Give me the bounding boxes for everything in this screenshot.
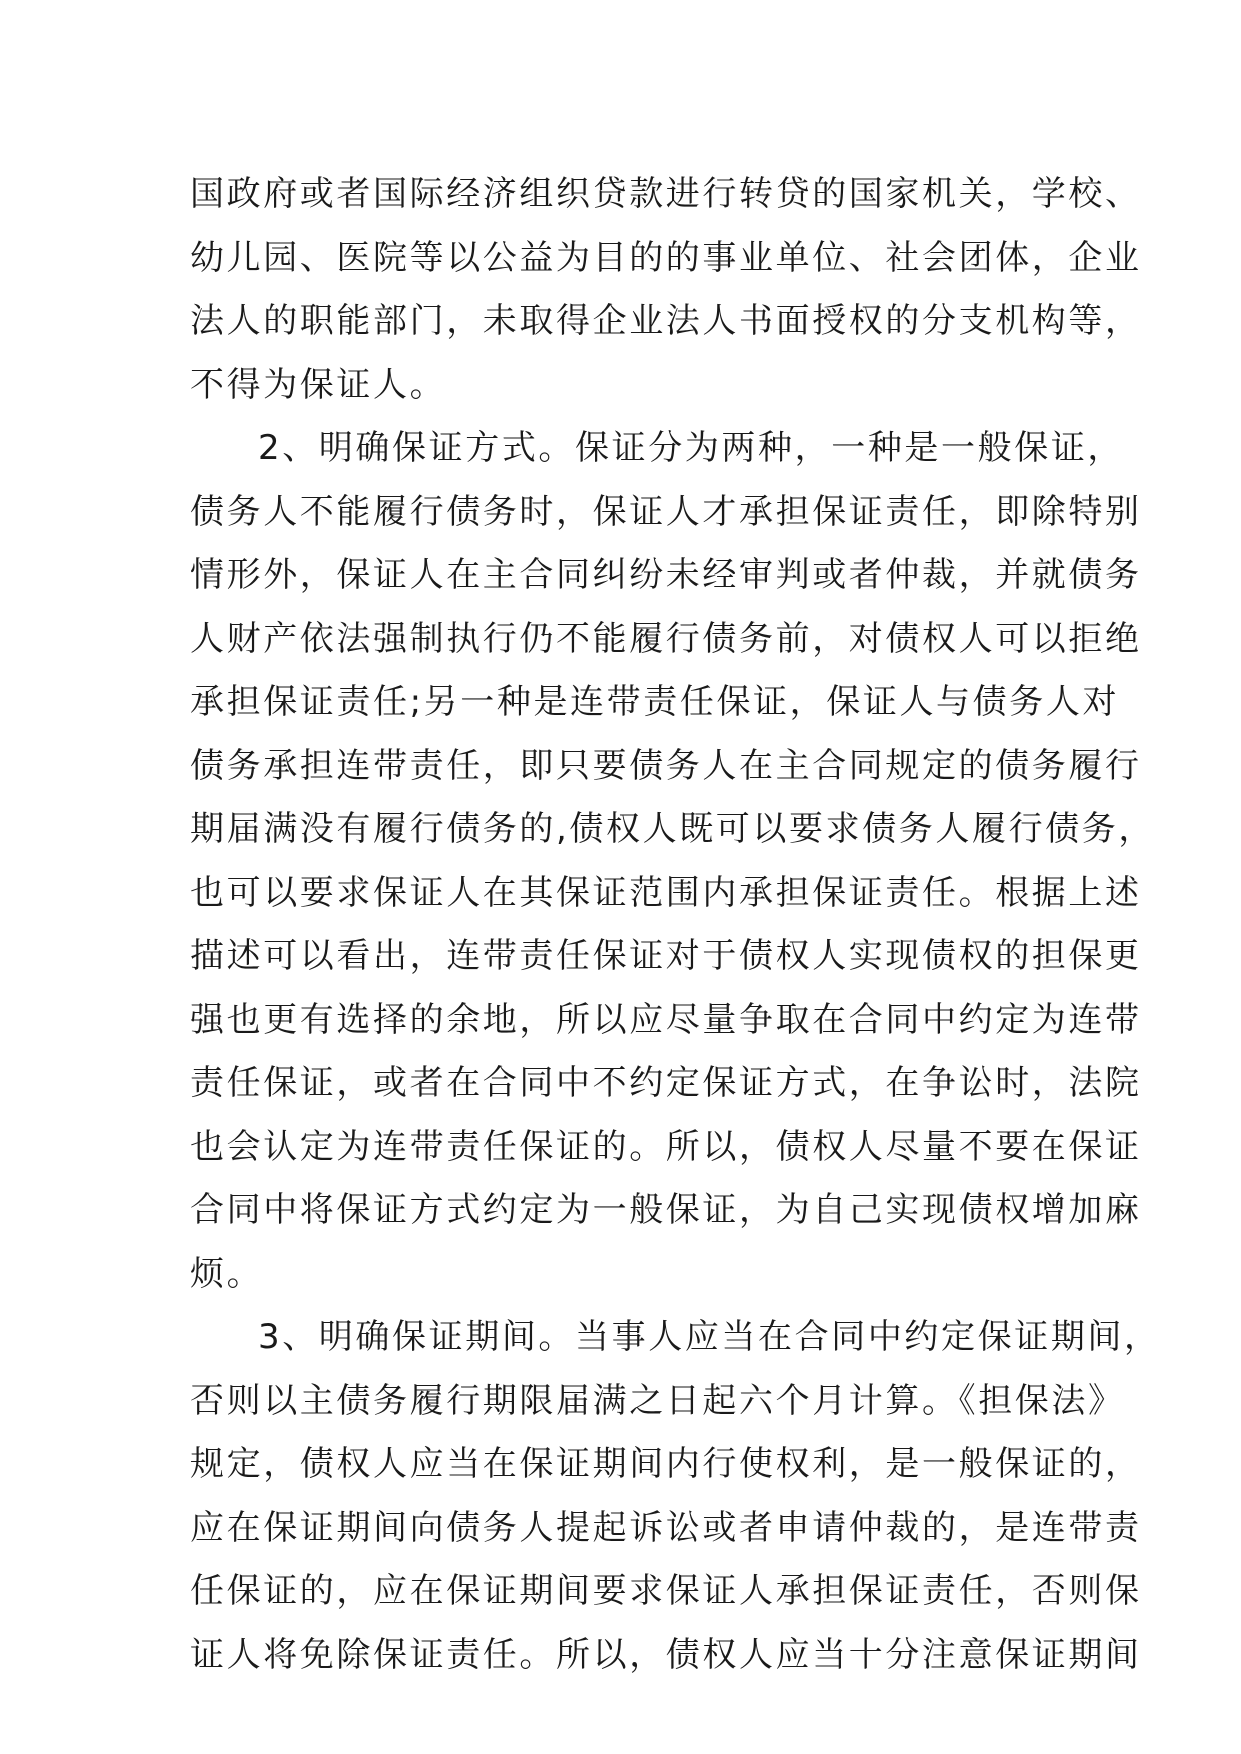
text-line: 否则以主债务履行期限届满之日起六个月计算。《担保法》	[190, 1380, 1125, 1421]
text-line: 规定，债权人应当在保证期间内行使权利，是一般保证的，	[190, 1444, 1142, 1484]
text-line: 责任保证，或者在合同中不约定保证方式，在争讼时，法院	[190, 1063, 1142, 1103]
text-line: 证人将免除保证责任。所以，债权人应当十分注意保证期间	[190, 1634, 1142, 1675]
document-body	[190, 163, 1161, 1687]
text-line: 2、明确保证方式。保证分为两种，一种是一般保证，	[258, 428, 1125, 468]
text-line: 幼儿园、医院等以公益为目的的事业单位、社会团体，企业	[190, 237, 1142, 278]
text-line: 3、明确保证期间。当事人应当在合同中约定保证期间，	[258, 1317, 1161, 1357]
text-line: 合同中将保证方式约定为一般保证，为自己实现债权增加麻	[190, 1190, 1142, 1230]
text-line: 强也更有选择的余地，所以应尽量争取在合同中约定为连带	[190, 999, 1142, 1040]
text-line: 不得为保证人。	[190, 364, 447, 405]
text-line: 期届满没有履行债务的,债权人既可以要求债务人履行债务，	[190, 809, 1156, 849]
text-line: 债务人不能履行债务时，保证人才承担保证责任，即除特别	[190, 491, 1142, 532]
text-line: 法人的职能部门，未取得企业法人书面授权的分支机构等，	[190, 301, 1142, 341]
text-line: 任保证的，应在保证期间要求保证人承担保证责任，否则保	[190, 1571, 1142, 1611]
text-line: 烦。	[190, 1253, 264, 1294]
text-line: 人财产依法强制执行仍不能履行债务前，对债权人可以拒绝	[190, 618, 1142, 659]
text-line: 承担保证责任;另一种是连带责任保证，保证人与债务人对	[190, 682, 1120, 722]
text-line: 应在保证期间向债务人提起诉讼或者申请仲裁的，是连带责	[190, 1507, 1142, 1548]
text-line: 也可以要求保证人在其保证范围内承担保证责任。根据上述	[190, 872, 1142, 913]
text-line: 债务承担连带责任，即只要债务人在主合同规定的债务履行	[190, 745, 1142, 786]
text-line: 描述可以看出，连带责任保证对于债权人实现债权的担保更	[190, 936, 1142, 976]
text-line: 情形外，保证人在主合同纠纷未经审判或者仲裁，并就债务	[190, 555, 1142, 595]
text-line: 国政府或者国际经济组织贷款进行转贷的国家机关，学校、	[190, 174, 1142, 214]
text-line: 也会认定为连带责任保证的。所以，债权人尽量不要在保证	[190, 1126, 1142, 1167]
